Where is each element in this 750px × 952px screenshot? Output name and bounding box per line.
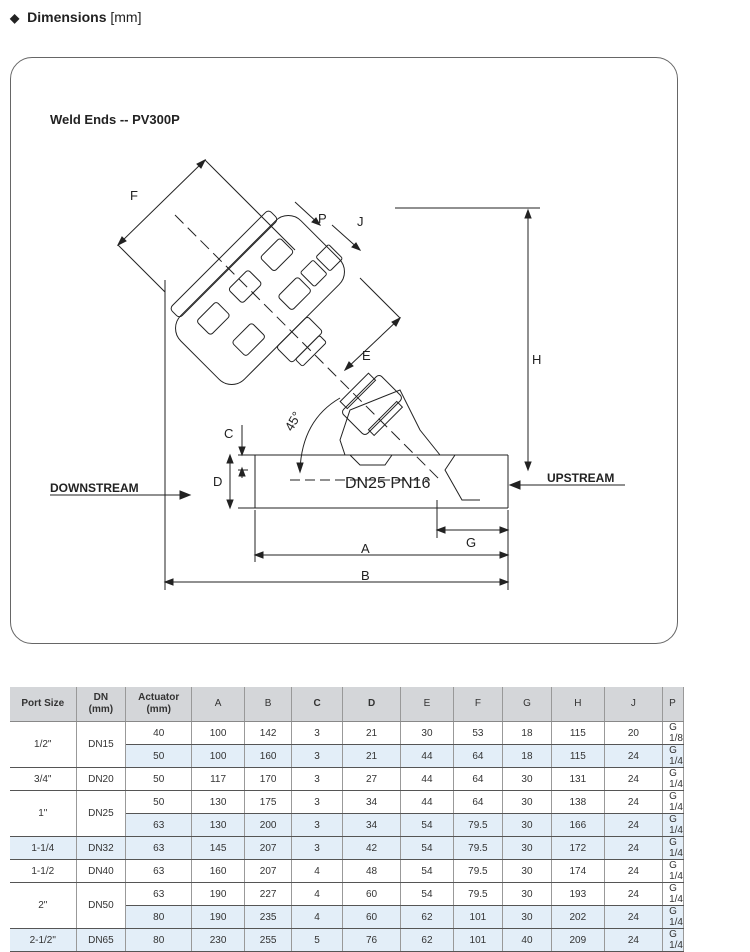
table-cell: 24 bbox=[604, 883, 662, 906]
label-angle: 45° bbox=[281, 408, 305, 434]
table-cell: 50 bbox=[126, 745, 192, 768]
table-header-row bbox=[10, 687, 684, 722]
label-P: P bbox=[318, 211, 327, 226]
cell-dn: DN65 bbox=[76, 929, 126, 952]
table-cell: 130 bbox=[192, 814, 245, 837]
table-cell: 101 bbox=[453, 906, 502, 929]
label-downstream: DOWNSTREAM bbox=[50, 481, 139, 495]
label-G: G bbox=[466, 535, 477, 550]
cell-dn: DN40 bbox=[76, 860, 126, 883]
table-cell: G 1/4 bbox=[663, 745, 684, 768]
table-cell: 27 bbox=[342, 768, 400, 791]
table-cell: 21 bbox=[342, 722, 400, 745]
cell-port-size: 1-1/2 bbox=[10, 860, 76, 883]
table-cell: 115 bbox=[551, 722, 604, 745]
table-cell: 64 bbox=[453, 791, 502, 814]
table-cell: 3 bbox=[292, 722, 343, 745]
table-cell: 24 bbox=[604, 837, 662, 860]
cell-port-size: 3/4" bbox=[10, 768, 76, 791]
table-cell: G 1/4 bbox=[663, 768, 684, 791]
header-G: G bbox=[503, 687, 552, 722]
table-cell: 60 bbox=[342, 883, 400, 906]
table-cell: 207 bbox=[245, 837, 292, 860]
table-cell: 138 bbox=[551, 791, 604, 814]
cell-port-size: 2" bbox=[10, 883, 76, 929]
table-cell: 209 bbox=[551, 929, 604, 952]
header-H: H bbox=[551, 687, 604, 722]
header-A: A bbox=[192, 687, 245, 722]
table-cell: 145 bbox=[192, 837, 245, 860]
table-cell: 24 bbox=[604, 906, 662, 929]
table-cell: 48 bbox=[342, 860, 400, 883]
table-cell: 255 bbox=[245, 929, 292, 952]
table-cell: 44 bbox=[401, 745, 454, 768]
table-cell: 166 bbox=[551, 814, 604, 837]
table-cell: 200 bbox=[245, 814, 292, 837]
table-cell: 100 bbox=[192, 745, 245, 768]
table-cell: 64 bbox=[453, 745, 502, 768]
header-port-size: Port Size bbox=[10, 687, 76, 722]
table-cell: 160 bbox=[192, 860, 245, 883]
header-J: J bbox=[604, 687, 662, 722]
table-cell: 175 bbox=[245, 791, 292, 814]
table-row bbox=[10, 860, 684, 883]
dimensions-table bbox=[10, 687, 684, 952]
table-cell: 79.5 bbox=[453, 814, 502, 837]
table-cell: 54 bbox=[401, 814, 454, 837]
table-cell: G 1/8 bbox=[663, 722, 684, 745]
table-cell: 30 bbox=[503, 883, 552, 906]
header-actuator: Actuator (mm) bbox=[126, 687, 192, 722]
table-cell: 80 bbox=[126, 929, 192, 952]
table-cell: 170 bbox=[245, 768, 292, 791]
table-cell: 101 bbox=[453, 929, 502, 952]
table-cell: 235 bbox=[245, 906, 292, 929]
table-cell: 3 bbox=[292, 791, 343, 814]
cell-dn: DN50 bbox=[76, 883, 126, 929]
table-cell: 3 bbox=[292, 837, 343, 860]
table-cell: 190 bbox=[192, 906, 245, 929]
diamond-icon: ◆ bbox=[10, 11, 20, 25]
header-E: E bbox=[401, 687, 454, 722]
label-marking: DN25 PN16 bbox=[345, 475, 431, 492]
section-title-text: Dimensions bbox=[27, 9, 107, 25]
table-cell: G 1/4 bbox=[663, 883, 684, 906]
table-cell: 24 bbox=[604, 745, 662, 768]
table-cell: 30 bbox=[503, 837, 552, 860]
table-cell: 50 bbox=[126, 791, 192, 814]
unit-label: [mm] bbox=[110, 9, 142, 25]
table-cell: 18 bbox=[503, 745, 552, 768]
drawing-title: Weld Ends -- PV300P bbox=[50, 112, 180, 127]
table-cell: 115 bbox=[551, 745, 604, 768]
table-cell: 40 bbox=[126, 722, 192, 745]
table-cell: 54 bbox=[401, 883, 454, 906]
table-row bbox=[10, 929, 684, 952]
header-D: D bbox=[342, 687, 400, 722]
table-cell: 76 bbox=[342, 929, 400, 952]
table-cell: 64 bbox=[453, 768, 502, 791]
table-cell: 60 bbox=[342, 906, 400, 929]
table-cell: 230 bbox=[192, 929, 245, 952]
table-cell: 63 bbox=[126, 837, 192, 860]
table-cell: 30 bbox=[503, 814, 552, 837]
table-cell: 24 bbox=[604, 814, 662, 837]
header-dn: DN (mm) bbox=[76, 687, 126, 722]
table-row bbox=[10, 722, 684, 745]
table-cell: 20 bbox=[604, 722, 662, 745]
label-A: A bbox=[361, 541, 370, 556]
table-cell: 40 bbox=[503, 929, 552, 952]
table-cell: 30 bbox=[503, 906, 552, 929]
cell-dn: DN32 bbox=[76, 837, 126, 860]
table-cell: 3 bbox=[292, 768, 343, 791]
table-row bbox=[10, 883, 684, 906]
table-cell: 63 bbox=[126, 860, 192, 883]
table-cell: 79.5 bbox=[453, 883, 502, 906]
table-cell: 79.5 bbox=[453, 837, 502, 860]
cell-port-size: 1" bbox=[10, 791, 76, 837]
table-cell: 193 bbox=[551, 883, 604, 906]
table-cell: 4 bbox=[292, 860, 343, 883]
table-cell: 130 bbox=[192, 791, 245, 814]
table-cell: 172 bbox=[551, 837, 604, 860]
table-cell: G 1/4 bbox=[663, 814, 684, 837]
cell-dn: DN15 bbox=[76, 722, 126, 768]
table-cell: 5 bbox=[292, 929, 343, 952]
table-cell: 62 bbox=[401, 929, 454, 952]
table-cell: 100 bbox=[192, 722, 245, 745]
label-H: H bbox=[532, 352, 542, 367]
table-cell: 54 bbox=[401, 860, 454, 883]
table-cell: 34 bbox=[342, 814, 400, 837]
table-row bbox=[10, 837, 684, 860]
table-cell: 53 bbox=[453, 722, 502, 745]
table-cell: G 1/4 bbox=[663, 906, 684, 929]
table-cell: 62 bbox=[401, 906, 454, 929]
table-cell: 3 bbox=[292, 814, 343, 837]
table-cell: 24 bbox=[604, 768, 662, 791]
cell-port-size: 2-1/2" bbox=[10, 929, 76, 952]
table-cell: 24 bbox=[604, 929, 662, 952]
table-cell: 190 bbox=[192, 883, 245, 906]
cell-port-size: 1/2" bbox=[10, 722, 76, 768]
table-cell: 21 bbox=[342, 745, 400, 768]
table-cell: G 1/4 bbox=[663, 837, 684, 860]
label-D: D bbox=[213, 474, 223, 489]
header-P: P bbox=[663, 687, 684, 722]
table-cell: 63 bbox=[126, 883, 192, 906]
table-cell: 44 bbox=[401, 791, 454, 814]
table-cell: 34 bbox=[342, 791, 400, 814]
label-F: F bbox=[130, 188, 138, 203]
table-cell: G 1/4 bbox=[663, 791, 684, 814]
cell-dn: DN25 bbox=[76, 791, 126, 837]
table-cell: 30 bbox=[503, 791, 552, 814]
table-cell: 227 bbox=[245, 883, 292, 906]
center-axis bbox=[175, 215, 440, 480]
table-cell: 30 bbox=[401, 722, 454, 745]
table-cell: 44 bbox=[401, 768, 454, 791]
table-cell: 207 bbox=[245, 860, 292, 883]
table-cell: 131 bbox=[551, 768, 604, 791]
cell-port-size: 1-1/4 bbox=[10, 837, 76, 860]
table-cell: 63 bbox=[126, 814, 192, 837]
table-row bbox=[10, 791, 684, 814]
table-cell: 30 bbox=[503, 860, 552, 883]
label-E: E bbox=[362, 348, 371, 363]
table-cell: 79.5 bbox=[453, 860, 502, 883]
header-F: F bbox=[453, 687, 502, 722]
table-cell: 4 bbox=[292, 883, 343, 906]
table-cell: 24 bbox=[604, 791, 662, 814]
label-B: B bbox=[361, 568, 370, 583]
table-cell: 80 bbox=[126, 906, 192, 929]
table-cell: 4 bbox=[292, 906, 343, 929]
table-cell: 54 bbox=[401, 837, 454, 860]
table-cell: 160 bbox=[245, 745, 292, 768]
table-row bbox=[10, 768, 684, 791]
label-J: J bbox=[357, 214, 364, 229]
table-cell: 24 bbox=[604, 860, 662, 883]
table-cell: 3 bbox=[292, 745, 343, 768]
label-C: C bbox=[224, 426, 234, 441]
table-cell: 42 bbox=[342, 837, 400, 860]
table-cell: 30 bbox=[503, 768, 552, 791]
table-cell: G 1/4 bbox=[663, 860, 684, 883]
cell-dn: DN20 bbox=[76, 768, 126, 791]
table-cell: 174 bbox=[551, 860, 604, 883]
label-upstream: UPSTREAM bbox=[547, 471, 615, 485]
table-cell: 142 bbox=[245, 722, 292, 745]
header-C: C bbox=[292, 687, 343, 722]
table-cell: 202 bbox=[551, 906, 604, 929]
table-cell: 117 bbox=[192, 768, 245, 791]
table-cell: 50 bbox=[126, 768, 192, 791]
header-B: B bbox=[245, 687, 292, 722]
table-cell: 18 bbox=[503, 722, 552, 745]
table-cell: G 1/4 bbox=[663, 929, 684, 952]
